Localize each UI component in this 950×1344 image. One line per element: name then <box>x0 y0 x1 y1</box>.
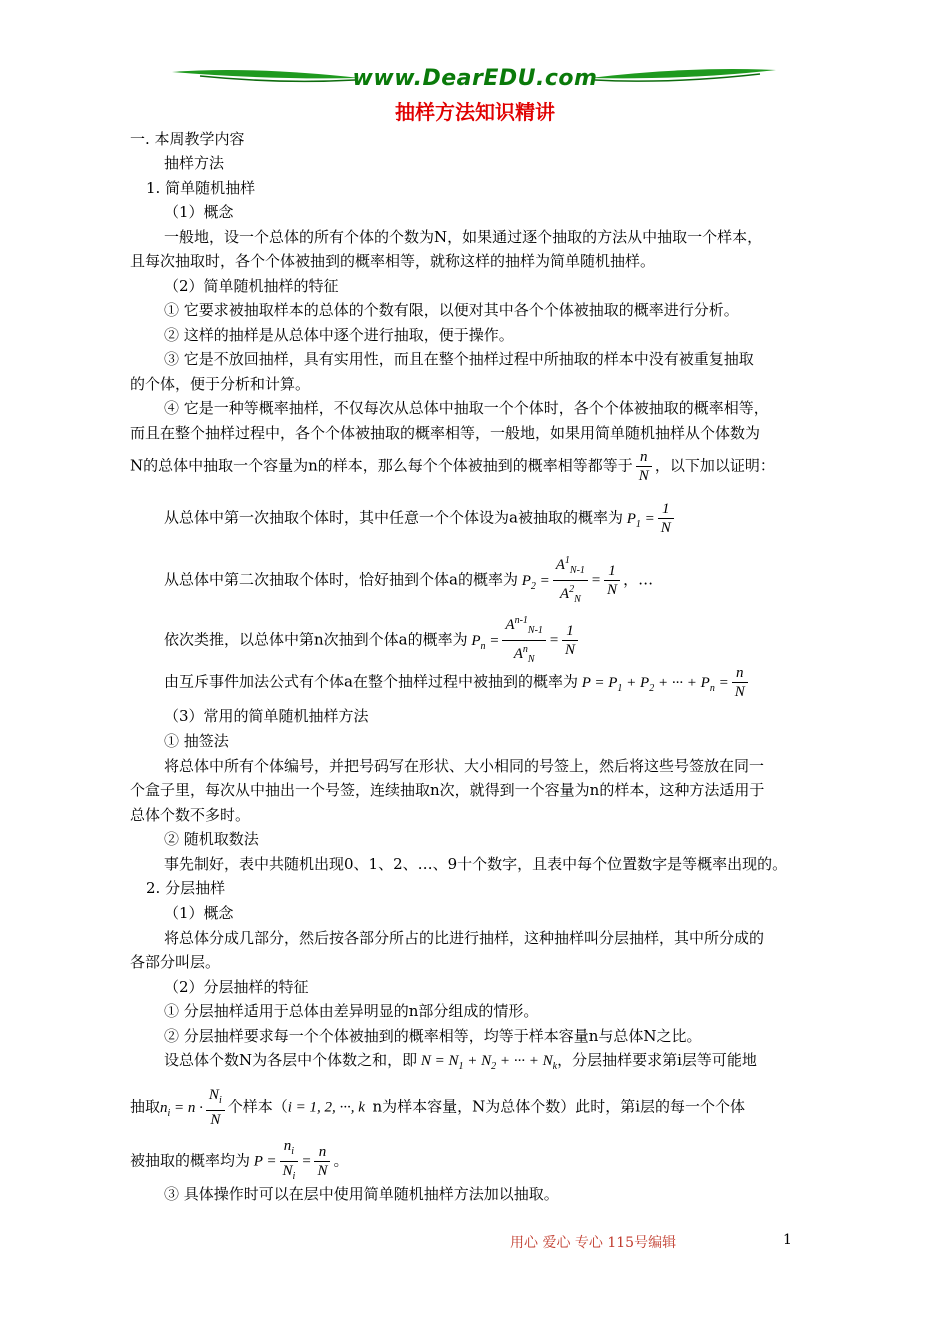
formula: $P = P_1 + P_2$ + ··· + $P_n$ = <box>577 674 729 694</box>
footer-slogan: 用心 爱心 专心 115号编辑 <box>510 1235 677 1251</box>
text-span: 抽取 <box>130 1097 161 1116</box>
formula: $P_n$ = <box>467 632 500 652</box>
header-banner <box>170 62 780 96</box>
paragraph-line: 事先制好，表中共随机出现0、1、2、…、9十个数字，且表中每个位置数字是等概率出现的。 <box>164 855 788 873</box>
item-heading: ② 随机取数法 <box>164 830 259 848</box>
ellipsis: ，… <box>623 570 654 589</box>
formula-line <box>130 1086 745 1129</box>
paragraph-line: ③ 它是不放回抽样，具有实用性，而且在整个抽样过程中所抽取的样本中没有被重复抽取 <box>164 350 754 368</box>
item-heading: （1）概念 <box>164 203 234 221</box>
topic-line: 抽样方法 <box>164 154 225 172</box>
formula-fraction: $\frac{n_i}{N_i}$ <box>280 1137 299 1186</box>
formula-fraction: $\frac{1}{N}$ <box>562 622 578 659</box>
paragraph-line: 一般地，设一个总体的所有个体的个数为N，如果通过逐个抽取的方法从中抽取一个样本， <box>164 228 763 246</box>
formula: = <box>590 572 602 589</box>
item-heading: （2）简单随机抽样的特征 <box>164 277 339 295</box>
formula: = <box>301 1153 312 1170</box>
formula-line <box>164 612 581 669</box>
formula: i = 1, 2, ···, k <box>287 1099 373 1116</box>
formula-fraction: $\frac{N_i}{N}$ <box>206 1086 225 1129</box>
text-span: ，分层抽样要求第i层等可能地 <box>557 1051 757 1069</box>
formula-line <box>164 552 653 609</box>
paragraph-line <box>130 448 775 485</box>
paragraph-line: ④ 它是一种等概率抽样，不仅每次从总体中抽取一个个体时，各个个体被抽取的概率相等， <box>164 399 769 417</box>
formula-line <box>164 500 677 537</box>
page-number: 1 <box>783 1232 792 1248</box>
formula-fraction: $\frac{n}{N}$ <box>314 1143 330 1180</box>
formula-fraction: $\frac{n}{N}$ <box>636 448 652 485</box>
formula-fraction: $\frac{A^{n-1}_{N-1}}{A^n_N}$ <box>502 612 546 669</box>
paragraph-line: 且每次抽取时，各个个体被抽到的概率相等，就称这样的抽样为简单随机抽样。 <box>130 252 656 270</box>
subsection-heading: 2. 分层抽样 <box>146 879 226 897</box>
site-logo: www.DearEDU.com <box>352 66 598 91</box>
paragraph-line: ① 分层抽样适用于总体由差异明显的n部分组成的情形。 <box>164 1002 539 1020</box>
paragraph-line: 的个体，便于分析和计算。 <box>130 375 311 393</box>
paragraph-line: ① 它要求被抽取样本的总体的个数有限，以便对其中各个个体被抽取的概率进行分析。 <box>164 301 739 319</box>
item-heading: ① 抽签法 <box>164 732 229 750</box>
section-heading: 一. 本周教学内容 <box>130 130 245 148</box>
item-heading: （3）常用的简单随机抽样方法 <box>164 707 369 725</box>
formula-fraction: $\frac{A^1_{N-1}}{A^2_N}$ <box>553 552 588 609</box>
paragraph-line: ② 分层抽样要求每一个个体被抽到的概率相等，均等于样本容量n与总体N之比。 <box>164 1027 702 1045</box>
text-span: 依次类推，以总体中第n次抽到个体a的概率为 <box>164 630 468 649</box>
paragraph-line: 总体个数不多时。 <box>130 806 251 824</box>
formula-fraction: $\frac{1}{N}$ <box>604 562 620 599</box>
text-span: ，以下加以证明： <box>654 456 775 475</box>
formula-fraction: $\frac{n}{N}$ <box>732 664 748 701</box>
text-span: 从总体中第二次抽取个体时，恰好抽到个体a的概率为 <box>164 570 518 589</box>
text-span: 设总体个数N为各层中个体数之和，即 <box>164 1051 418 1069</box>
paragraph-line: 将总体中所有个体编号，并把号码写在形状、大小相同的号签上，然后将这些号签放在同一 <box>164 757 765 775</box>
paragraph-line: 将总体分成几部分，然后按各部分所占的比进行抽样，这种抽样叫分层抽样，其中所分成的 <box>164 929 765 947</box>
paragraph-line: ③ 具体操作时可以在层中使用简单随机抽样方法加以抽取。 <box>164 1185 559 1203</box>
page-title: 抽样方法知识精讲 <box>395 100 555 124</box>
item-heading: （1）概念 <box>164 904 234 922</box>
formula-line <box>130 1137 348 1186</box>
formula: = <box>548 632 560 649</box>
formula: P = <box>250 1153 277 1170</box>
formula: $P_2$ = <box>517 572 550 592</box>
formula-line <box>164 664 751 701</box>
paragraph-line: ② 这样的抽样是从总体中逐个进行抽取，便于操作。 <box>164 326 514 344</box>
text-span: 。 <box>333 1151 349 1170</box>
paragraph-line: 各部分叫层。 <box>130 953 221 971</box>
subsection-heading: 1. 简单随机抽样 <box>146 179 256 197</box>
paragraph-line: 而且在整个抽样过程中，各个个体被抽取的概率相等，一般地，如果用简单随机抽样从个体数为 <box>130 424 761 442</box>
text-span: 个样本（ <box>227 1097 288 1116</box>
formula-line <box>164 1049 757 1078</box>
formula: $N = N_1 + N_2$ + ··· + $N_k$ <box>417 1053 558 1072</box>
text-span: 从总体中第一次抽取个体时，其中任意一个个体设为a被抽取的概率为 <box>164 508 623 527</box>
item-heading: （2）分层抽样的特征 <box>164 978 309 996</box>
text-span: n为样本容量，N为总体个数）此时，第i层的每一个个体 <box>372 1097 746 1116</box>
formula: $P_1$ = <box>622 510 655 530</box>
text-span: 被抽取的概率均为 <box>130 1151 251 1170</box>
paragraph-line: 个盒子里，每次从中抽出一个号签，连续抽取n次，就得到一个容量为n的样本，这种方法适用于 <box>130 781 765 799</box>
formula-fraction: $\frac{1}{N}$ <box>658 500 674 537</box>
formula: $n_i = n$ · <box>160 1099 203 1119</box>
text-span: 由互斥事件加法公式有个体a在整个抽样过程中被抽到的概率为 <box>164 672 578 691</box>
text-span: N的总体中抽取一个容量为n的样本，那么每个个体被抽到的概率相等都等于 <box>130 456 633 475</box>
